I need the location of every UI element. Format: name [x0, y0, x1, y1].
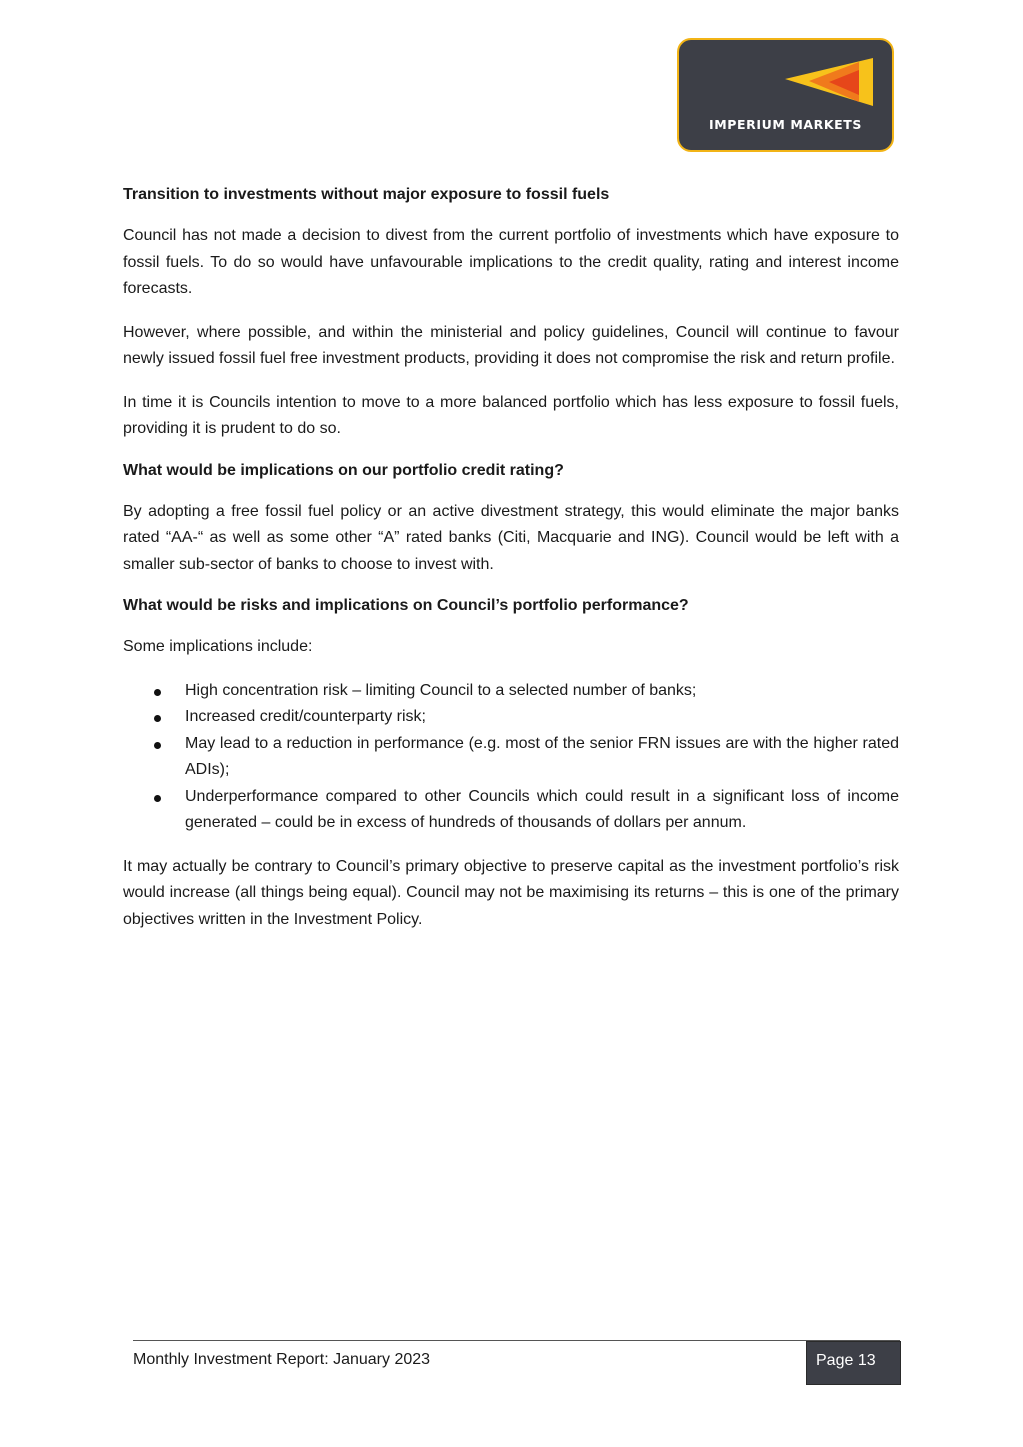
list-item-text: Increased credit/counterparty risk;	[185, 708, 426, 725]
page-number-label: Page 13	[816, 1352, 876, 1369]
list-item	[185, 704, 899, 731]
implications-list	[123, 678, 899, 837]
list-item	[185, 678, 899, 705]
list-item	[185, 784, 899, 837]
paragraph: In time it is Councils intention to move to a more balanced portfolio which has less exposure to fossil fuels, providing it is prudent to do so.	[123, 393, 899, 437]
bullet-icon	[154, 689, 161, 696]
list-item-text: Underperformance compared to other Councils which could result in a significant loss of income generated – could be in excess of hundreds of thousands of dollars per annum.	[185, 787, 899, 831]
list-item	[185, 731, 899, 784]
section-heading-risks: What would be risks and implications on Council’s portfolio performance?	[123, 597, 689, 614]
list-item-text: May lead to a reduction in performance (e.g. most of the senior FRN issues are with the higher rated ADIs);	[185, 734, 899, 778]
document-body	[123, 184, 899, 950]
paragraph-intro: Some implications include:	[123, 638, 313, 655]
list-item-text: High concentration risk – limiting Council to a selected number of banks;	[185, 681, 697, 699]
footer-divider	[133, 1340, 900, 1341]
section-heading-transition: Transition to investments without major exposure to fossil fuels	[123, 186, 610, 203]
bullet-icon	[154, 795, 161, 802]
paragraph: Council has not made a decision to divest from the current portfolio of investments which have exposure to fossil fuels. To do so would have unfavourable implications to the credit quality, rating and interest income forecasts.	[123, 227, 899, 297]
page-number-badge	[806, 1341, 901, 1385]
footer-report-title: Monthly Investment Report: January 2023	[133, 1351, 431, 1368]
paragraph: By adopting a free fossil fuel policy or an active divestment strategy, this would eliminate the major banks rated “AA-“ as well as some other “A” rated banks (Citi, Macquarie and ING). Council would be left with a smaller sub-sector of banks to choose to invest with.	[123, 502, 899, 573]
section-heading-credit-rating: What would be implications on our portfolio credit rating?	[123, 461, 564, 479]
logo-arrow-icon	[679, 40, 892, 150]
imperium-markets-logo	[677, 38, 894, 152]
paragraph: However, where possible, and within the ministerial and policy guidelines, Council will continue to favour newly issued fossil fuel free investment products, providing it does not compromise the risk and return profile.	[123, 323, 899, 367]
logo-brand-text: IMPERIUM MARKETS	[708, 117, 863, 132]
bullet-icon	[154, 715, 161, 722]
bullet-icon	[154, 742, 161, 749]
paragraph-closing: It may actually be contrary to Council’s primary objective to preserve capital as the investment portfolio’s risk would increase (all things being equal). Council may not be maximising its returns – this is one of the primary objectives written in the Investment Policy.	[123, 857, 899, 928]
